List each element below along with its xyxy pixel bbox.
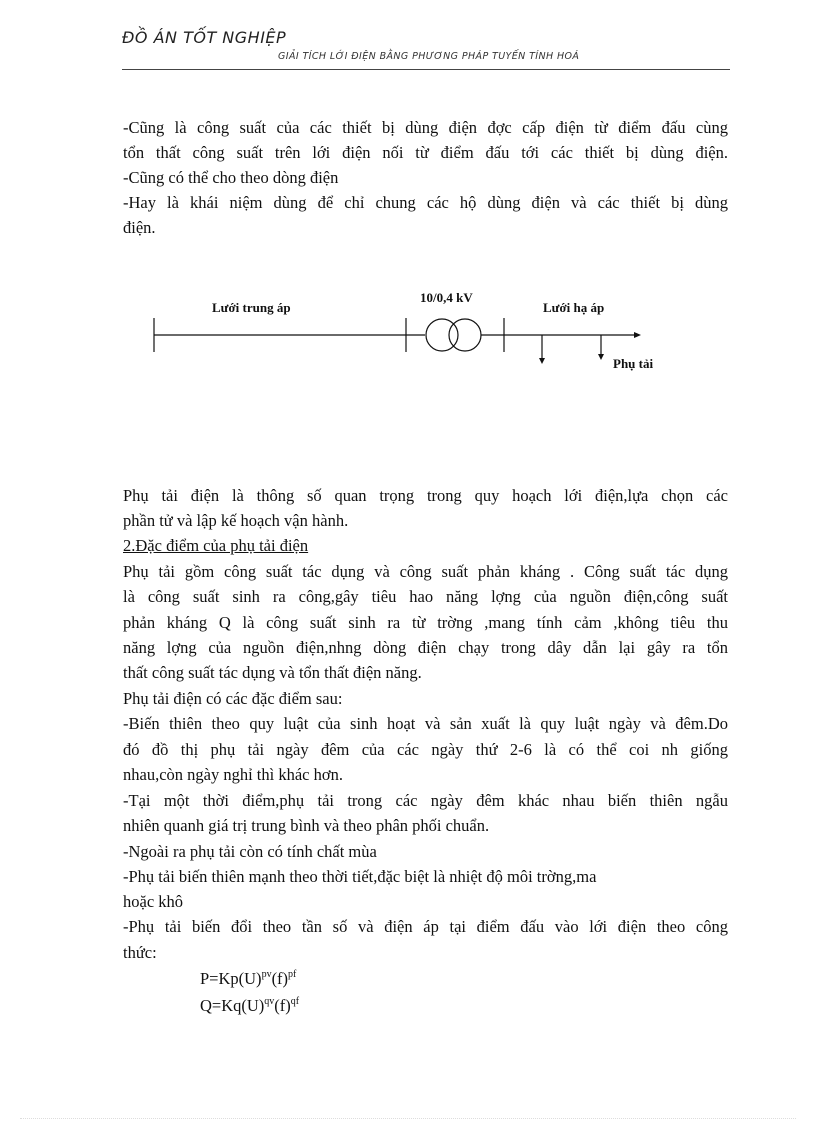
body-line: phần tử và lập kế hoạch vận hành. — [123, 511, 349, 530]
intro-line: tổn thất công suất trên lới điện nối từ điểm đấu tới các thiết bị dùng điện. — [123, 143, 728, 162]
body-line: là công suất sinh ra công,gây tiêu hao năng lợng của nguồn điện,công suất — [123, 587, 728, 606]
intro-line: -Cũng là công suất của các thiết bị dùng điện đợc cấp điện từ điểm đấu cùng — [123, 118, 728, 137]
label-low-voltage: Lưới hạ áp — [543, 300, 605, 315]
formula-q-freq: (f) — [274, 996, 291, 1015]
header-subtitle: GIẢI TÍCH LỚI ĐIỆN BẰNG PHƯƠNG PHÁP TUYẾN TÍNH HOÁ — [278, 51, 580, 62]
footer-divider — [20, 1118, 796, 1119]
grid-diagram — [140, 280, 680, 390]
body-line: Phụ tải điện có các đặc điểm sau: — [123, 689, 343, 708]
body-line: -Biến thiên theo quy luật của sinh hoạt và sản xuất là quy luật ngày và đêm.Do — [123, 714, 728, 733]
transformer-coil-2 — [449, 319, 481, 351]
label-transformer: 10/0,4 kV — [420, 290, 473, 305]
load-arrow-icon — [539, 358, 545, 364]
header-title: ĐỒ ÁN TỐT NGHIỆP — [122, 28, 287, 47]
body-line: phản kháng Q là công suất sinh ra từ trờng ,mang tính cảm ,không tiêu thu — [123, 613, 728, 632]
body-line: -Tại một thời điểm,phụ tải trong các ngày đêm khác nhau biến thiên ngẫu — [123, 791, 728, 810]
label-load: Phụ tải — [613, 356, 654, 371]
formula-q-exp-freq: qf — [290, 996, 300, 1007]
body-line: thức: — [123, 943, 157, 962]
formula-p-exp-freq: pf — [288, 969, 297, 980]
formula-q-exp-voltage: qv — [264, 996, 275, 1007]
header-rule — [122, 69, 730, 70]
formula-q-base: Q=Kq(U) — [200, 996, 265, 1015]
body-line: Phụ tải điện là thông số quan trọng trong quy hoạch lới điện,lựa chọn các — [123, 486, 728, 505]
body-line: -Ngoài ra phụ tải còn có tính chất mùa — [123, 842, 377, 861]
body-line: nhiên quanh giá trị trung bình và theo phân phối chuẩn. — [123, 816, 490, 835]
body-line: năng lợng của nguồn điện,nhng dòng điện chạy trong dây dẫn lại gây ra tổn — [123, 638, 728, 657]
body-line: hoặc khô — [123, 892, 184, 911]
section-heading: 2.Đặc điểm của phụ tải điện — [123, 536, 309, 555]
intro-line: -Cũng có thể cho theo dòng điện — [123, 168, 339, 187]
body-line: thất công suất tác dụng và tổn thất điện năng. — [123, 663, 422, 682]
body-line: đó đồ thị phụ tải ngày đêm của các ngày thứ 2-6 là có thể coi nh giống — [123, 740, 728, 759]
body-line: -Phụ tải biến đổi theo tần số và điện áp tại điểm đấu vào lới điện theo công — [123, 917, 728, 936]
body-line: Phụ tải gồm công suất tác dụng và công suất phản kháng . Công suất tác dụng — [123, 562, 728, 581]
line-arrow-icon — [634, 332, 641, 338]
intro-line: -Hay là khái niệm dùng để chỉ chung các hộ dùng điện và các thiết bị dùng — [123, 193, 728, 212]
label-medium-voltage: Lưới trung áp — [212, 300, 291, 315]
intro-line: điện. — [123, 218, 156, 237]
formula-p-freq: (f) — [271, 969, 289, 988]
formula-p — [200, 966, 296, 992]
formula-q — [200, 993, 299, 1019]
formula-p-exp-voltage: pv — [261, 969, 272, 980]
body-line: nhau,còn ngày nghỉ thì khác hơn. — [123, 765, 343, 784]
formula-p-base: P=Kp(U) — [200, 969, 262, 988]
body-line: -Phụ tải biến thiên mạnh theo thời tiết,đặc biệt là nhiệt độ môi trờng,ma — [123, 867, 597, 886]
load-arrow-icon — [598, 354, 604, 360]
